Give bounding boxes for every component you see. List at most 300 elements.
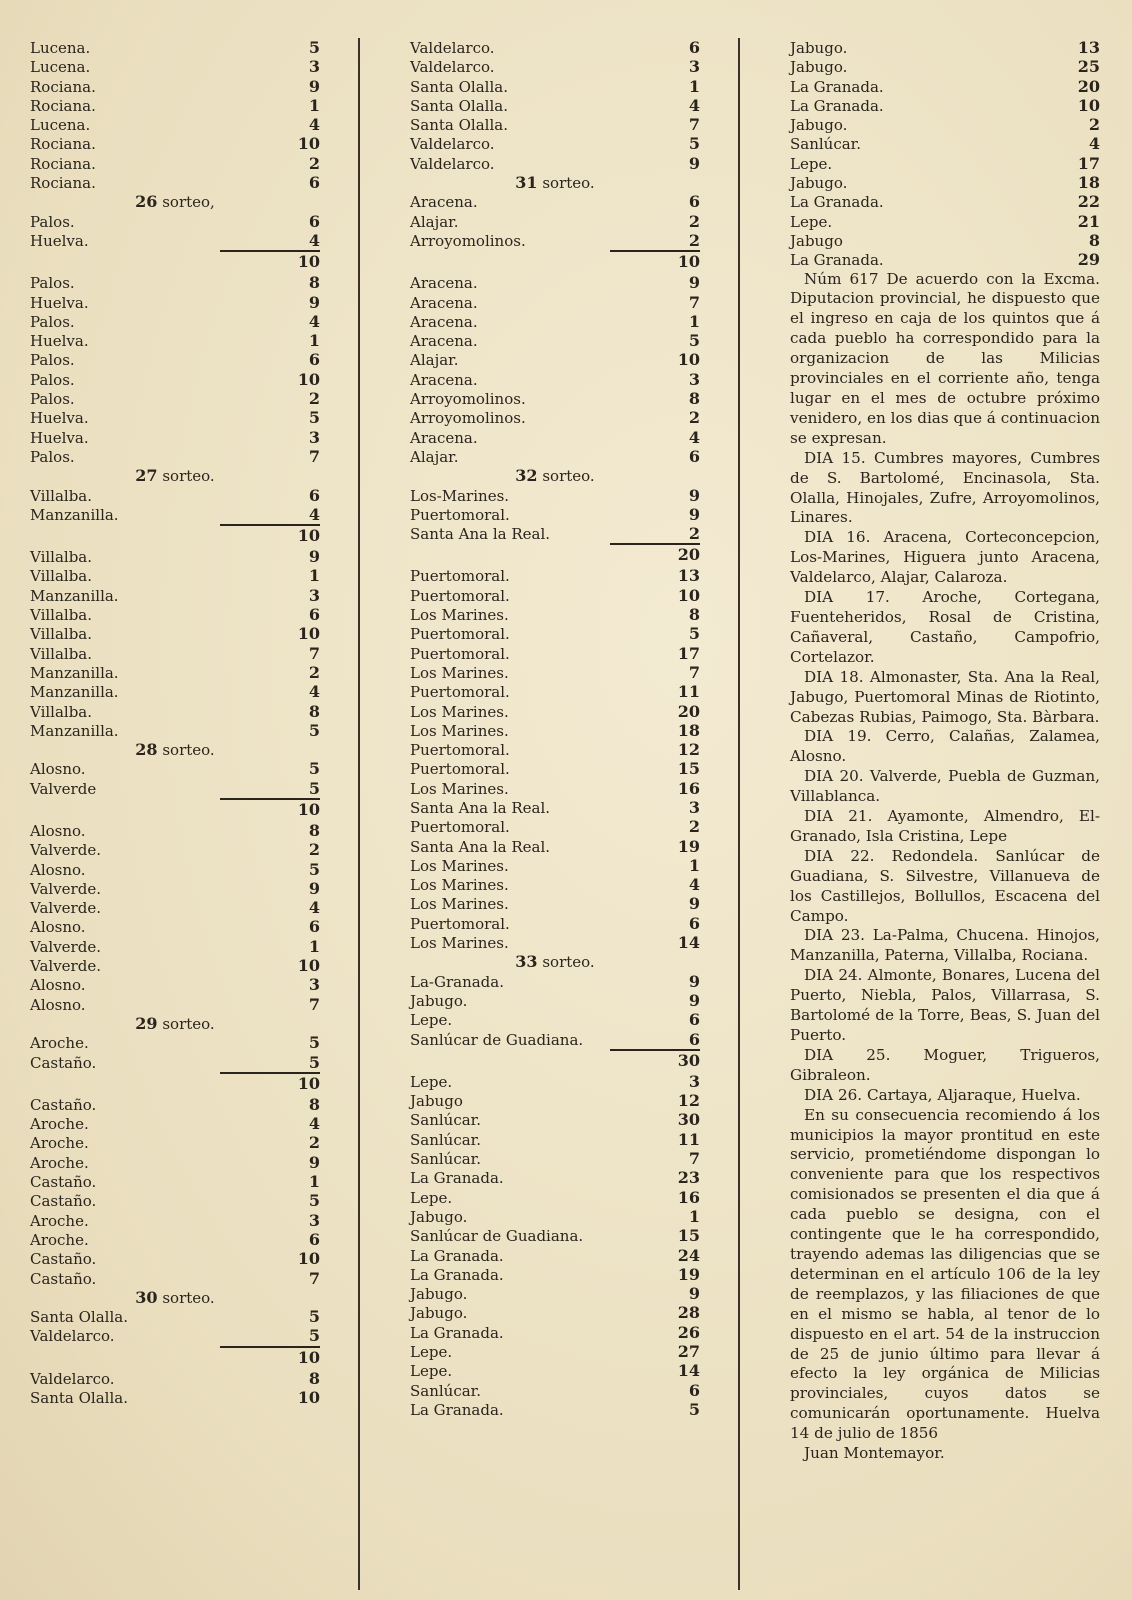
town-name: Palos. <box>30 390 75 409</box>
draw-number: 8 <box>1088 230 1100 250</box>
list-item <box>30 331 320 350</box>
draw-number: 9 <box>308 878 320 898</box>
draw-number: 5 <box>688 1399 700 1419</box>
town-name: Puertomoral. <box>410 505 510 524</box>
draw-number: 5 <box>308 720 320 740</box>
draw-number: 3 <box>308 585 320 605</box>
town-name: Lucena. <box>30 39 91 57</box>
town-name: Castaño. <box>30 1250 97 1269</box>
draw-number: 7 <box>308 994 320 1014</box>
list-item <box>410 1110 700 1129</box>
town-name: Puertomoral. <box>410 760 510 779</box>
sorteo-number: 29 <box>135 1013 158 1033</box>
draw-number: 27 <box>677 1342 700 1361</box>
list-item <box>410 605 700 624</box>
list-item <box>410 894 700 913</box>
town-name: Sanlúcar. <box>410 1381 481 1400</box>
list-item <box>410 740 700 759</box>
town-name: Lepe. <box>410 1188 453 1207</box>
list-item <box>790 173 1100 192</box>
draw-number: 4 <box>308 311 320 331</box>
list-item <box>30 1230 320 1249</box>
town-name: Castaño. <box>30 1269 97 1288</box>
list-item <box>410 1361 700 1380</box>
sorteo-label: sorteo. <box>542 174 595 193</box>
draw-number: 22 <box>1077 192 1100 212</box>
list-item <box>30 682 320 701</box>
list-item <box>30 1053 320 1072</box>
town-name: La Granada. <box>410 1169 504 1188</box>
paragraph: DIA 22. Redondela. Sanlúcar de Guadiana, S. Silvestre, Villanueva de los Castillejos, Bollullos, Escacena del Campo. <box>790 846 1100 925</box>
draw-number: 15 <box>677 1226 700 1246</box>
list-item <box>410 524 700 543</box>
town-name: Los-Marines. <box>410 486 510 505</box>
town-name: Palos. <box>30 312 75 331</box>
list-item <box>410 154 700 173</box>
town-name: Huelva. <box>30 409 89 428</box>
list-item <box>410 702 700 721</box>
draw-number: 1 <box>688 311 700 331</box>
town-name: Puertomoral. <box>410 741 510 760</box>
draw-number: 14 <box>677 933 700 953</box>
town-name: Los Marines. <box>410 876 509 895</box>
town-name: Manzanilla. <box>30 505 119 524</box>
list-item <box>410 212 700 231</box>
sorteo-number: 26 <box>135 192 158 212</box>
list-item <box>790 57 1100 76</box>
draw-number: 8 <box>308 1094 320 1114</box>
draw-number: 9 <box>688 971 700 991</box>
paragraph: DIA 16. Aracena, Corteconcepcion, Los-Marines, Higuera junto Aracena, Valdelarco, Alajar, Calaroza. <box>790 528 1100 587</box>
paragraph: DIA 18. Almonaster, Sta. Ana la Real, Jabugo, Puertomoral Minas de Riotinto, Cabezas Rubias, Paimogo, Sta. Bàrbara. <box>790 667 1100 726</box>
draw-number: 9 <box>308 76 320 96</box>
list-item <box>410 1381 700 1400</box>
town-name: Santa Olalla. <box>410 77 508 96</box>
draw-number: 25 <box>1077 57 1100 77</box>
draw-number: 7 <box>688 1149 700 1169</box>
draw-number: 1 <box>688 1206 700 1226</box>
list-item <box>790 96 1100 115</box>
draw-number: 6 <box>688 1029 700 1049</box>
list-item <box>30 975 320 994</box>
draw-number: 1 <box>308 331 320 351</box>
sorteo-label: sorteo. <box>162 1014 215 1033</box>
list-item <box>410 1091 700 1110</box>
list-item <box>30 273 320 292</box>
list-item <box>410 1188 700 1207</box>
list-item <box>30 38 320 57</box>
list-item <box>30 350 320 369</box>
list-item <box>410 566 700 585</box>
list-item <box>410 408 700 427</box>
paragraph: DIA 15. Cumbres mayores, Cumbres de S. Bartolomé, Encinasola, Sta. Olalla, Hinojales, Zufre, Arroyomolinos, Linares. <box>790 448 1100 527</box>
draw-number: 3 <box>308 57 320 77</box>
sum-total: 20 <box>610 543 700 566</box>
draw-number: 2 <box>688 211 700 231</box>
list-item <box>30 447 320 466</box>
town-name: Los Marines. <box>410 779 509 798</box>
town-name: Lepe. <box>790 154 833 173</box>
draw-number: 2 <box>308 1133 320 1153</box>
list-item <box>30 779 320 798</box>
draw-number: 9 <box>308 1152 320 1172</box>
town-name: Santa Ana la Real. <box>410 798 551 817</box>
list-item <box>410 1342 700 1361</box>
draw-number: 10 <box>297 134 320 154</box>
draw-number: 19 <box>677 836 700 856</box>
town-name: Rociana. <box>30 135 96 154</box>
town-name: Aracena. <box>410 312 478 331</box>
list-item <box>30 231 320 250</box>
list-item <box>30 663 320 682</box>
draw-number: 9 <box>308 547 320 567</box>
list-item <box>30 821 320 840</box>
list-item <box>30 1172 320 1191</box>
draw-number: 7 <box>688 115 700 135</box>
town-name: Rociana. <box>30 154 96 173</box>
sorteo-label: sorteo. <box>162 1288 215 1307</box>
draw-number: 6 <box>688 38 700 57</box>
town-name: Lepe. <box>790 212 833 231</box>
draw-number: 6 <box>688 192 700 212</box>
sorteo-number: 28 <box>135 740 158 760</box>
town-name: Lepe. <box>410 1362 453 1381</box>
sorteo-label: sorteo. <box>162 467 215 486</box>
draw-number: 6 <box>308 211 320 231</box>
sorteo-label: sorteo, <box>162 193 215 212</box>
draw-number: 20 <box>1077 76 1100 96</box>
sum-total: 10 <box>610 250 700 273</box>
town-name: Villalba. <box>30 486 93 505</box>
sorteo-label: sorteo. <box>542 953 595 972</box>
draw-number: 5 <box>308 408 320 428</box>
list-item <box>30 721 320 740</box>
sorteo-heading <box>410 952 700 971</box>
list-item <box>30 956 320 975</box>
draw-number: 7 <box>688 662 700 682</box>
list-item <box>410 77 700 96</box>
list-item <box>790 250 1100 269</box>
town-name: Lepe. <box>410 1011 453 1030</box>
draw-number: 2 <box>308 840 320 860</box>
town-name: Jabugo. <box>410 1207 468 1226</box>
draw-number: 23 <box>677 1168 700 1188</box>
list-item <box>410 486 700 505</box>
town-name: Alajar. <box>410 447 459 466</box>
draw-number: 5 <box>308 1052 320 1072</box>
town-name: Puertomoral. <box>410 914 510 933</box>
town-name: Aroche. <box>30 1034 89 1053</box>
town-name: Los Marines. <box>410 606 509 625</box>
list-item <box>30 566 320 585</box>
town-name: Lepe. <box>410 1072 453 1091</box>
town-name: Jabugo. <box>410 991 468 1010</box>
draw-number: 13 <box>677 566 700 586</box>
town-name: Castaño. <box>30 1095 97 1114</box>
sorteo-number: 31 <box>515 173 538 193</box>
list-item <box>410 38 700 57</box>
town-name: Sanlúcar. <box>790 135 861 154</box>
draw-number: 3 <box>308 975 320 995</box>
list-item <box>410 837 700 856</box>
paragraph: DIA 26. Cartaya, Aljaraque, Huelva. <box>804 1085 1081 1104</box>
draw-number: 9 <box>688 504 700 524</box>
list-item <box>30 898 320 917</box>
list-item <box>410 933 700 952</box>
list-item <box>410 644 700 663</box>
town-name: Manzanilla. <box>30 663 119 682</box>
draw-number: 7 <box>308 643 320 663</box>
town-name: Los Marines. <box>410 934 509 953</box>
draw-number: 8 <box>308 701 320 721</box>
list-item <box>30 1249 320 1268</box>
draw-number: 18 <box>1077 173 1100 193</box>
draw-number: 28 <box>677 1303 700 1323</box>
town-name: Aroche. <box>30 1230 89 1249</box>
town-name: Jabugo. <box>410 1285 468 1304</box>
draw-number: 2 <box>308 662 320 682</box>
town-name: Aroche. <box>30 1115 89 1134</box>
town-name: Villalba. <box>30 702 93 721</box>
list-item <box>410 1265 700 1284</box>
town-name: Palos. <box>30 274 75 293</box>
list-item <box>410 1130 700 1149</box>
town-name: Aracena. <box>410 332 478 351</box>
town-name: Jabugo. <box>790 58 848 77</box>
list-item <box>30 917 320 936</box>
draw-number: 2 <box>688 817 700 837</box>
town-name: Sanlúcar de Guadiana. <box>410 1227 584 1246</box>
paragraph: Núm 617 De acuerdo con la Excma. Diputacion provincial, he dispuesto que el ingreso en caja de los quintos que á cada pueblo ha correspondido para la organizacion de las Milicias provinciales en el corriente año, tenga lugar en el mes de octubre próximo venidero, en los dias que á continuacion se expresan. <box>790 269 1100 447</box>
draw-number: 2 <box>1088 115 1100 135</box>
draw-number: 16 <box>677 1187 700 1207</box>
list-item <box>30 96 320 115</box>
draw-number: 2 <box>688 230 700 250</box>
list-item <box>410 856 700 875</box>
list-item <box>30 624 320 643</box>
town-name: Villalba. <box>30 548 93 567</box>
list-item <box>410 312 700 331</box>
paragraph: DIA 23. La-Palma, Chucena. Hinojos, Manzanilla, Paterna, Villalba, Rociana. <box>790 926 1100 965</box>
draw-number: 5 <box>308 1307 320 1327</box>
list-item <box>30 547 320 566</box>
town-name: Castaño. <box>30 1173 97 1192</box>
list-item <box>410 1030 700 1049</box>
draw-number: 7 <box>688 292 700 312</box>
town-name: Los Marines. <box>410 721 509 740</box>
town-name: Valdelarco. <box>30 1369 115 1388</box>
town-name: Santa Olalla. <box>30 1389 128 1407</box>
draw-number: 9 <box>688 1284 700 1304</box>
town-name: Sanlúcar. <box>410 1130 481 1149</box>
draw-number: 4 <box>688 95 700 115</box>
draw-number: 6 <box>688 913 700 933</box>
town-name: Rociana. <box>30 174 96 193</box>
paragraph: DIA 19. Cerro, Calañas, Zalamea, Alosno. <box>790 727 1100 766</box>
town-name: Lepe. <box>410 1343 453 1361</box>
draw-number: 7 <box>308 1268 320 1288</box>
draw-number: 3 <box>308 427 320 447</box>
town-name: Villalba. <box>30 625 93 644</box>
town-name: Aracena. <box>410 274 478 293</box>
list-item <box>790 192 1100 211</box>
draw-number: 11 <box>677 682 700 702</box>
town-name: Alosno. <box>30 995 86 1014</box>
town-name: Los Marines. <box>410 895 509 914</box>
list-item <box>410 1010 700 1029</box>
town-name: Santa Olalla. <box>410 116 508 135</box>
town-name: Lucena. <box>30 116 91 135</box>
list-item <box>30 408 320 427</box>
town-name: Palos. <box>30 370 75 389</box>
town-name: La-Granada. <box>410 972 504 991</box>
town-name: Valverde. <box>30 841 101 860</box>
town-name: Palos. <box>30 212 75 231</box>
town-name: Aracena. <box>410 370 478 389</box>
town-name: Aracena. <box>410 193 478 212</box>
list-item <box>410 721 700 740</box>
town-name: Jabugo. <box>410 1304 468 1323</box>
town-name: Castaño. <box>30 1192 97 1211</box>
town-name: La Granada. <box>410 1400 504 1419</box>
draw-number: 10 <box>1077 95 1100 115</box>
draw-number: 12 <box>677 740 700 760</box>
list-item <box>410 331 700 350</box>
town-name: Valverde <box>30 779 97 798</box>
list-item <box>410 875 700 894</box>
list-item <box>30 586 320 605</box>
town-name: La Granada. <box>790 96 884 115</box>
list-item <box>790 212 1100 231</box>
town-name: Alajar. <box>410 351 459 370</box>
town-name: Puertomoral. <box>410 683 510 702</box>
list-item <box>410 972 700 991</box>
town-name: Santa Ana la Real. <box>410 837 551 856</box>
town-name: Jabugo. <box>790 116 848 135</box>
list-item <box>410 192 700 211</box>
list-item <box>30 995 320 1014</box>
draw-number: 8 <box>308 820 320 840</box>
draw-number: 1 <box>688 76 700 96</box>
draw-number: 10 <box>677 585 700 605</box>
list-item <box>30 1114 320 1133</box>
town-name: Lucena. <box>30 58 91 77</box>
draw-number: 10 <box>297 1249 320 1269</box>
paragraph: DIA 17. Aroche, Cortegana, Fuenteheridos, Rosal de Cristina, Cañaveral, Castaño, Campofrio, Cortelazor. <box>790 588 1100 666</box>
draw-number: 9 <box>688 273 700 293</box>
draw-number: 5 <box>308 778 320 798</box>
list-item <box>30 759 320 778</box>
draw-number: 12 <box>677 1091 700 1111</box>
list-item <box>790 115 1100 134</box>
list-item <box>410 1226 700 1245</box>
list-item <box>410 96 700 115</box>
sorteo-number: 33 <box>515 952 538 972</box>
list-item <box>410 1400 700 1419</box>
town-name: Manzanilla. <box>30 683 119 702</box>
list-item <box>410 817 700 836</box>
town-name: Manzanilla. <box>30 721 119 740</box>
draw-number: 9 <box>688 485 700 505</box>
sorteo-label: sorteo. <box>542 467 595 486</box>
draw-number: 9 <box>688 894 700 914</box>
town-name: Los Marines. <box>410 663 509 682</box>
sorteo-heading <box>30 192 320 211</box>
list-item <box>30 212 320 231</box>
draw-number: 2 <box>308 389 320 409</box>
paragraph: DIA 20. Valverde, Puebla de Guzman, Villablanca. <box>790 767 1100 806</box>
sorteo-heading <box>410 466 700 485</box>
draw-number: 6 <box>308 1229 320 1249</box>
town-name: Los Marines. <box>410 856 509 875</box>
draw-number: 6 <box>308 350 320 370</box>
list-item <box>30 1033 320 1052</box>
town-name: Santa Olalla. <box>30 1308 128 1327</box>
list-item <box>410 663 700 682</box>
list-item <box>30 1326 320 1345</box>
sum-total: 10 <box>220 250 320 273</box>
draw-number: 4 <box>1088 134 1100 154</box>
town-name: Palos. <box>30 351 75 370</box>
draw-number: 26 <box>677 1322 700 1342</box>
sorteo-heading <box>30 1014 320 1033</box>
draw-number: 6 <box>308 917 320 937</box>
draw-number: 5 <box>308 859 320 879</box>
town-name: Valdelarco. <box>410 58 495 77</box>
draw-number: 8 <box>688 389 700 409</box>
list-item <box>30 173 320 192</box>
draw-number: 9 <box>688 153 700 173</box>
list-item <box>410 115 700 134</box>
list-item <box>30 1133 320 1152</box>
draw-number: 6 <box>688 1380 700 1400</box>
list-item <box>30 1388 320 1407</box>
town-name: Alosno. <box>30 760 86 779</box>
sorteo-number: 27 <box>135 466 158 486</box>
town-name: Valverde. <box>30 937 101 956</box>
town-name: Puertomoral. <box>410 586 510 605</box>
list-item <box>30 115 320 134</box>
list-item <box>30 57 320 76</box>
draw-number: 4 <box>308 504 320 524</box>
list-item <box>30 1307 320 1326</box>
list-item <box>410 914 700 933</box>
list-item <box>790 134 1100 153</box>
draw-number: 3 <box>308 1210 320 1230</box>
town-name: Jabugo. <box>790 174 848 193</box>
draw-number: 4 <box>308 1114 320 1134</box>
draw-number: 5 <box>308 38 320 57</box>
town-name: Huelva. <box>30 332 89 351</box>
draw-number: 3 <box>688 1071 700 1091</box>
draw-number: 8 <box>308 1368 320 1388</box>
sorteo-heading <box>30 1288 320 1307</box>
list-item <box>790 231 1100 250</box>
town-name: Puertomoral. <box>410 818 510 837</box>
draw-number: 10 <box>297 1388 320 1407</box>
draw-number: 6 <box>688 446 700 466</box>
draw-number: 3 <box>688 797 700 817</box>
list-item <box>410 1072 700 1091</box>
list-item <box>790 154 1100 173</box>
draw-number: 2 <box>308 153 320 173</box>
list-item <box>410 57 700 76</box>
list-item <box>30 389 320 408</box>
list-item <box>30 370 320 389</box>
list-item <box>410 1303 700 1322</box>
town-name: Alosno. <box>30 918 86 937</box>
town-name: Rociana. <box>30 77 96 96</box>
